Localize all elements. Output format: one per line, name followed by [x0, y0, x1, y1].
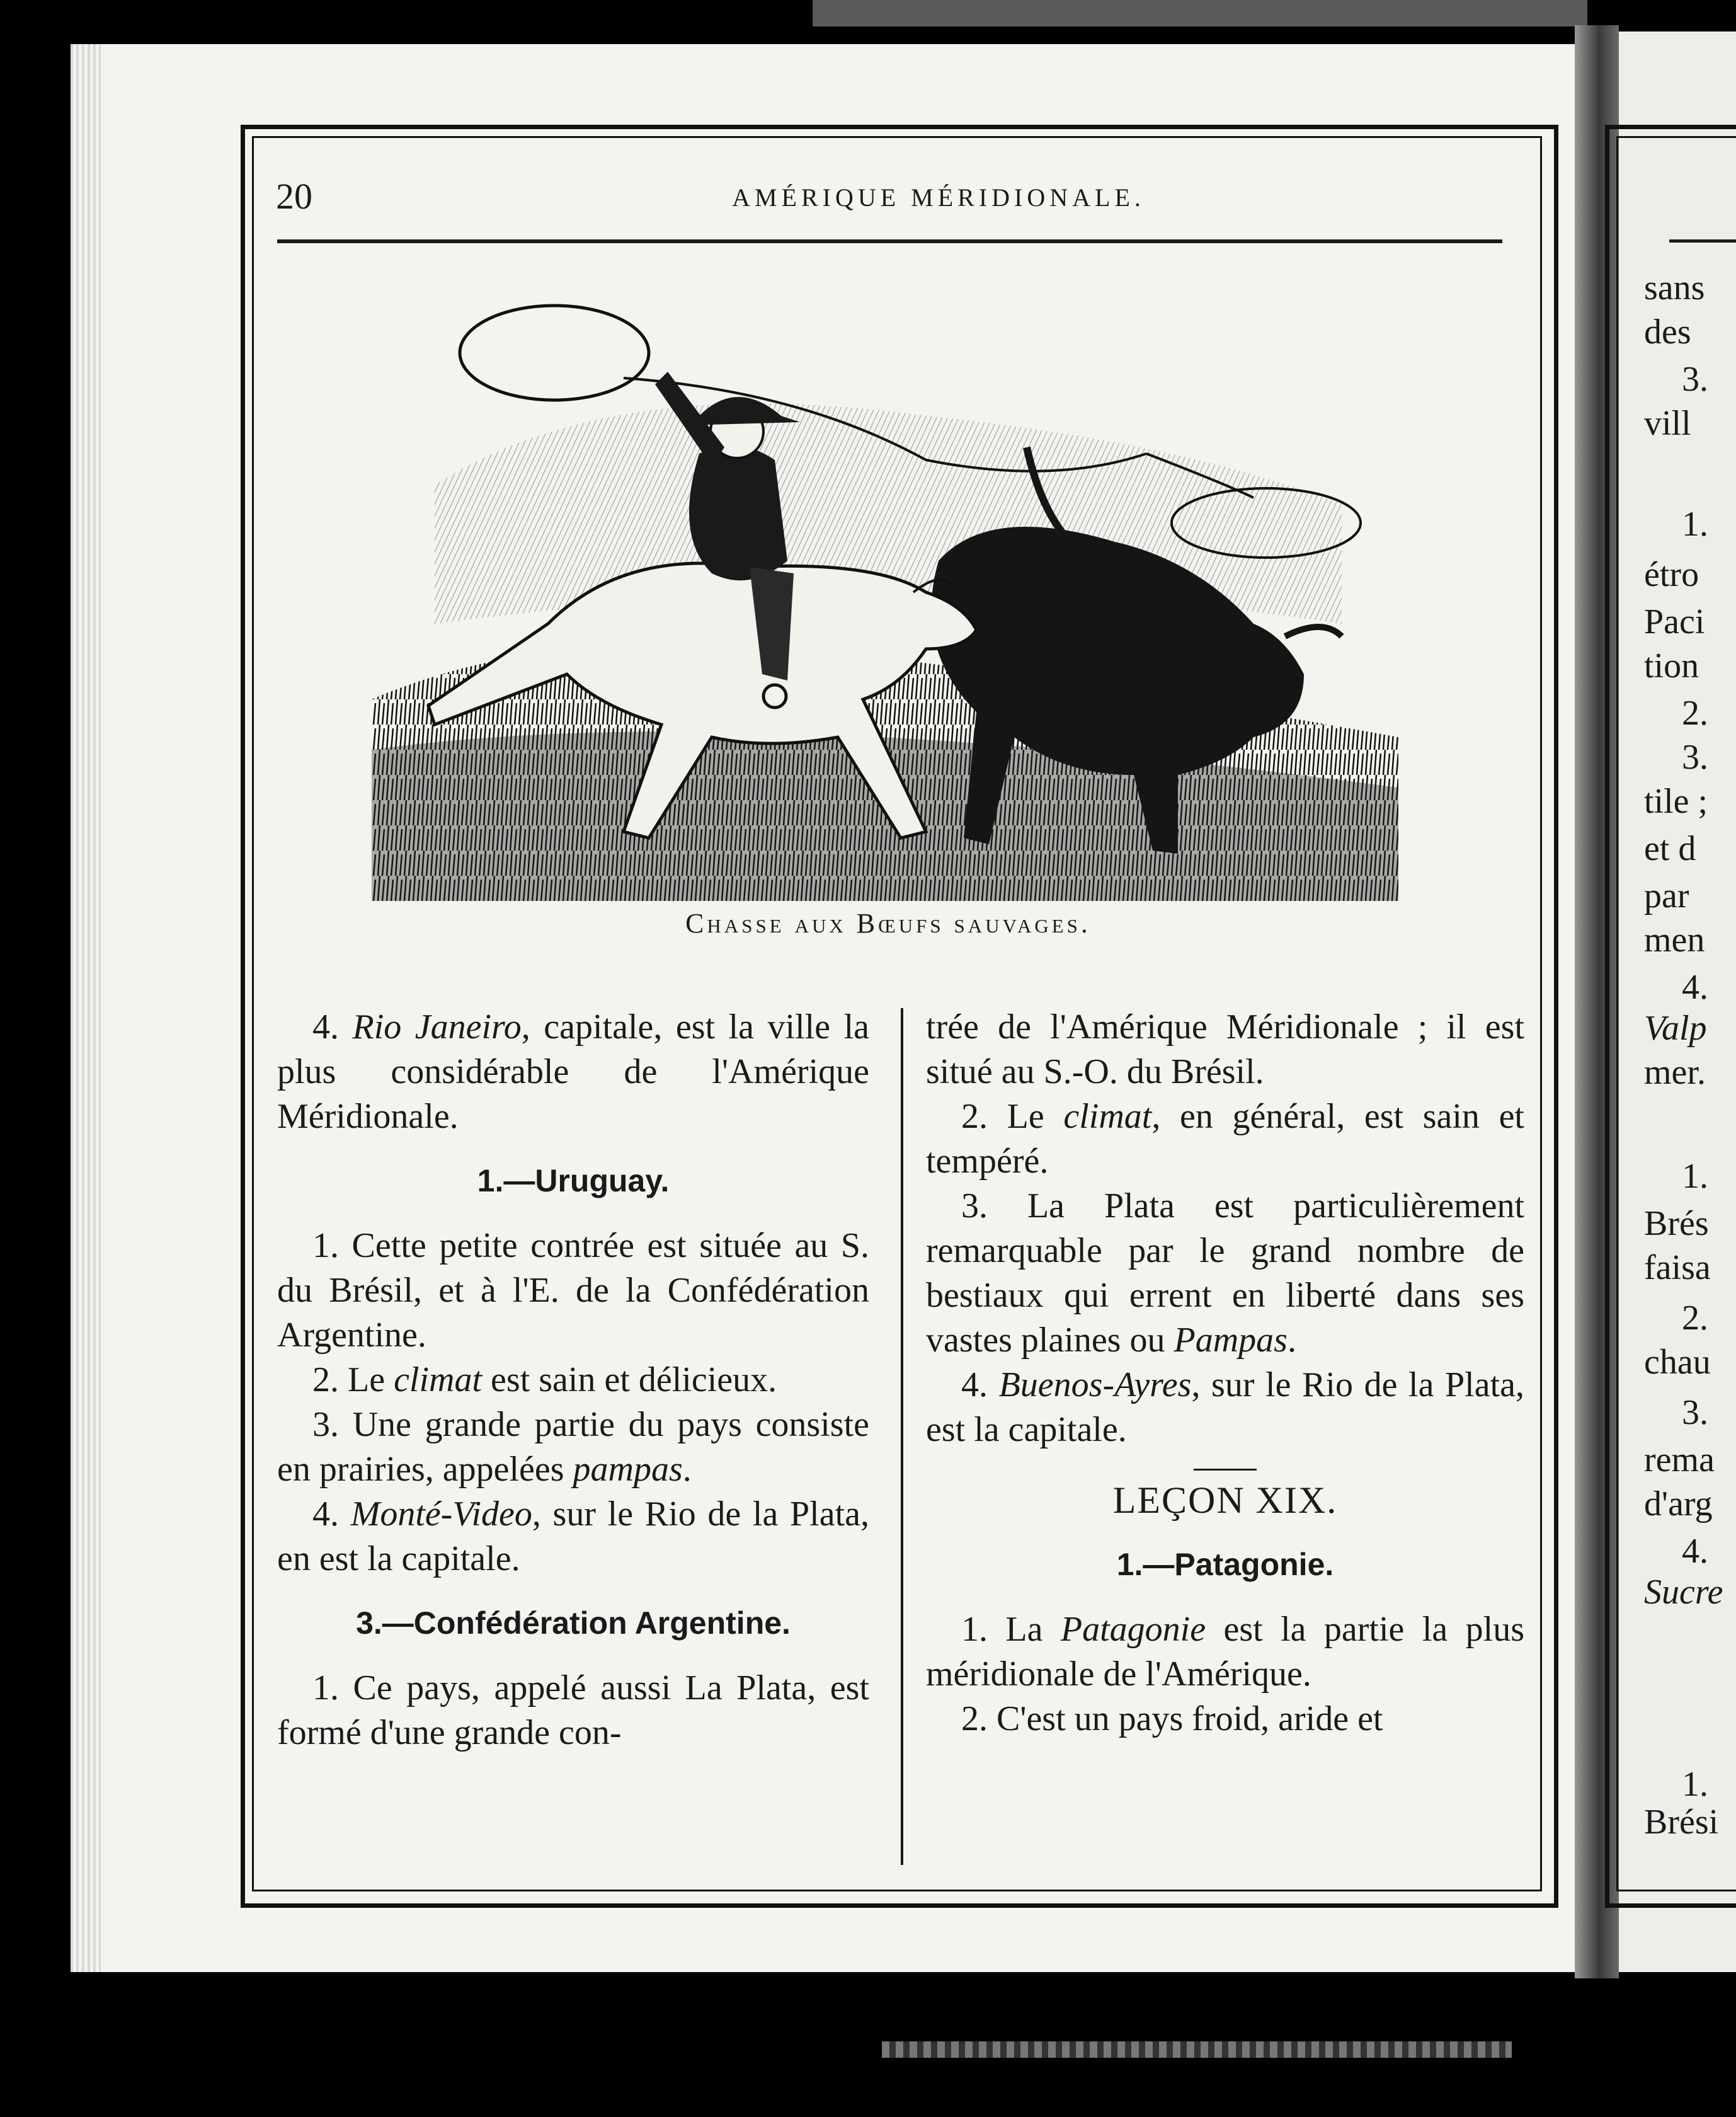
scan-bottom-edge	[882, 2041, 1512, 2058]
facing-page-fragment: 2.	[1682, 1299, 1708, 1338]
paragraph-uruguay-3: 3. Une grande partie du pays consiste en prairies, appelées pampas.	[277, 1405, 869, 1489]
facing-page-fragment: Paci	[1644, 602, 1705, 641]
page-number: 20	[276, 176, 312, 217]
facing-page-fragment: faisa	[1644, 1248, 1711, 1287]
facing-page-fragment: étro	[1644, 555, 1699, 594]
facing-page-fragment: 4.	[1682, 1532, 1708, 1571]
section-heading-patagonia: 1.—Patagonie.	[1116, 1547, 1334, 1582]
paragraph-argentina-1-cont: trée de l'Amérique Méridionale ; il est situé au S.-O. du Brésil.	[926, 1007, 1524, 1091]
facing-page-fragment: rema	[1644, 1440, 1715, 1479]
facing-page-fragment: 2.	[1682, 694, 1708, 733]
paragraph-uruguay-1: 1. Cette petite contrée est située au S. du Brésil, et à l'E. de la Confédération Argentine.	[277, 1226, 869, 1355]
scan-top-edge	[813, 0, 1587, 26]
right-column	[926, 1005, 1524, 1741]
lesson-rule	[1194, 1469, 1257, 1471]
paragraph-uruguay-2: 2. Le climat est sain et délicieux.	[312, 1360, 777, 1399]
facing-page-fragment: d'arg	[1644, 1484, 1713, 1523]
engraving-cattle-hunt	[359, 296, 1417, 901]
facing-page-fragment: 1.	[1682, 505, 1708, 544]
facing-page-fragment: 4.	[1682, 968, 1708, 1007]
facing-page-fragment: Brési	[1644, 1803, 1719, 1842]
facing-page-fragment: 3.	[1682, 738, 1708, 777]
paragraph-uruguay-4: 4. Monté-Video, sur le Rio de la Plata, en est la capitale.	[277, 1495, 869, 1578]
paragraph-argentina-2: 2. Le climat, en général, est sain et tempéré.	[926, 1097, 1524, 1181]
facing-page-fragment: mer.	[1644, 1053, 1706, 1092]
facing-page-fragment: sans	[1644, 268, 1705, 307]
facing-page-fragment: Brés	[1644, 1204, 1709, 1243]
paragraph-argentina-4: 4. Buenos-Ayres, sur le Rio de la Plata, est la capitale.	[926, 1365, 1524, 1449]
paragraph-argentina-1: 1. Ce pays, appelé aussi La Plata, est formé d'une grande con-	[277, 1668, 869, 1752]
facing-page-fragment: et d	[1644, 829, 1696, 868]
facing-page-header-rule	[1669, 239, 1736, 243]
facing-page-fragment: 3.	[1682, 1393, 1708, 1432]
column-divider	[901, 1008, 903, 1865]
facing-page-fragment: men	[1644, 921, 1705, 960]
running-title: AMÉRIQUE MÉRIDIONALE.	[732, 183, 1145, 212]
facing-page-fragment: Sucre	[1644, 1573, 1723, 1612]
paragraph-argentina-3: 3. La Plata est particulièrement remarquable par le grand nombre de bestiaux qui errent en liberté dans ses vastes plaines ou Pampas.	[926, 1186, 1524, 1360]
lesson-heading: LEÇON XIX.	[1112, 1479, 1338, 1521]
facing-page-fragment: tion	[1644, 646, 1699, 686]
facing-page-fragment: vill	[1644, 404, 1691, 443]
facing-page-fragment: 1.	[1682, 1765, 1708, 1804]
figure-caption: Chasse aux Bœufs sauvages.	[685, 908, 1091, 939]
header-rule	[277, 239, 1502, 243]
facing-page-fragment: chau	[1644, 1343, 1711, 1382]
facing-page-fragment: 1.	[1682, 1157, 1708, 1196]
left-column	[277, 1005, 869, 1755]
section-heading-uruguay: 1.—Uruguay.	[477, 1163, 670, 1198]
section-heading-confederation: 3.—Confédération Argentine.	[356, 1605, 791, 1641]
paragraph-rio: 4. Rio Janeiro, capitale, est la ville la plus considérable de l'Amérique Méridionale.	[277, 1007, 870, 1136]
facing-page-fragment: tile ;	[1644, 782, 1708, 821]
facing-page-fragment: des	[1644, 313, 1691, 352]
facing-page-fragment: Valp	[1644, 1009, 1707, 1048]
facing-page-fragment: 3.	[1682, 360, 1708, 399]
page-stack-edges	[71, 44, 101, 1972]
paragraph-patagonia-1: 1. La Patagonie est la partie la plus méridionale de l'Amérique.	[926, 1610, 1524, 1694]
facing-page-fragment: par	[1644, 876, 1689, 915]
paragraph-patagonia-2: 2. C'est un pays froid, aride et	[961, 1699, 1383, 1738]
